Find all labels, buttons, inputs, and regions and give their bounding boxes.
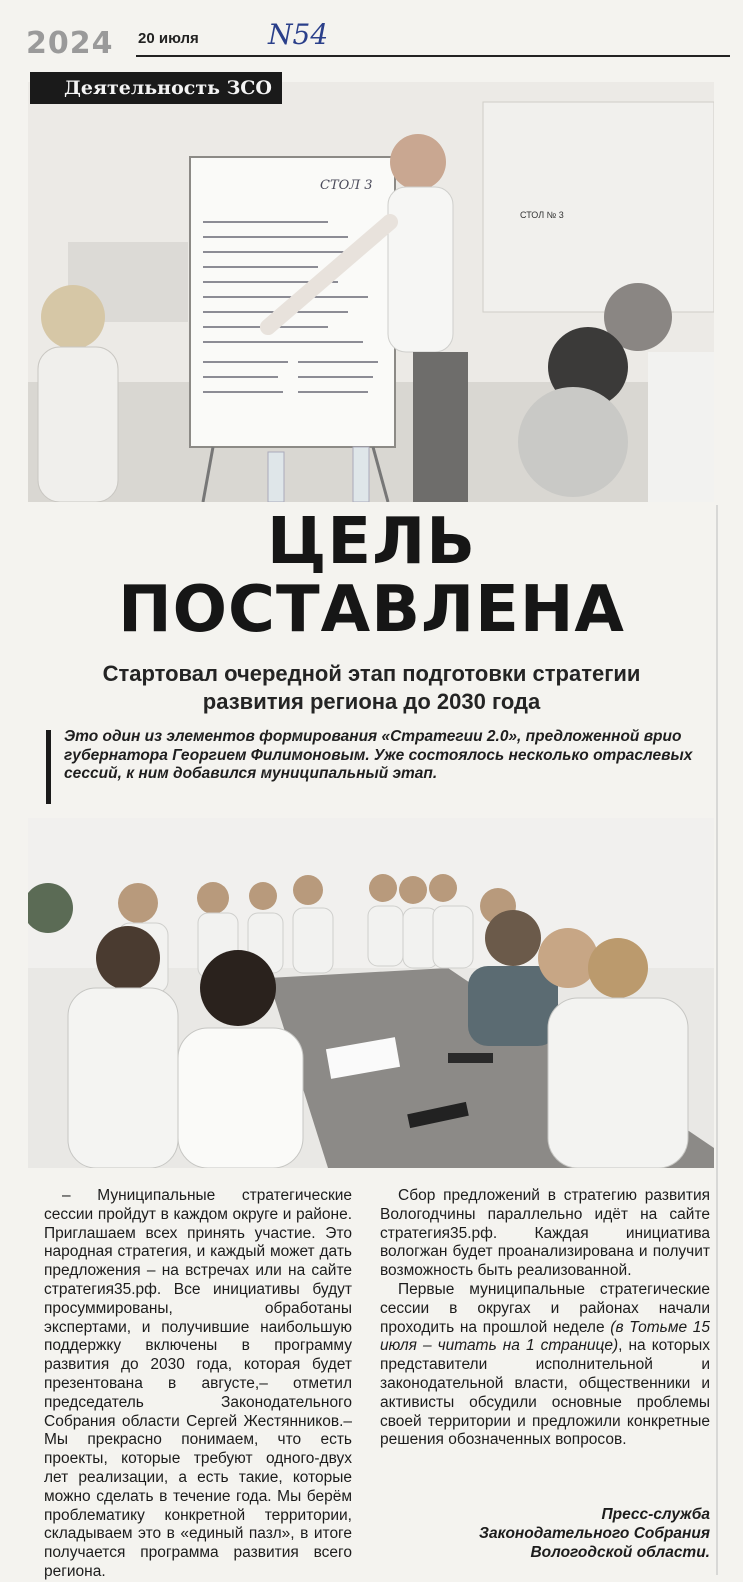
subtitle-line1: Стартовал очередной этап подготовки стратегии	[102, 661, 641, 686]
handwritten-issue-number: N54	[268, 18, 329, 51]
article-paragraph: – Муниципальные стратегические сессии пройдут в каждом округе и районе. Приглашаем всех принять участие. Это народная стратегия, и каждый может дать предложения – на встречах или на сайте стратегия35.рф. Все инициативы будут просуммированы, обработаны экспертами, и получившие наибольшую поддержку включены в программу развития до 2030 года, которая будет презентована в августе,– отметил председатель Законодательного Собрания области Сергей Жестянников.– Мы прекрасно понимаем, что есть проекты, которые требуют одного-двух лет реализации, а есть такие, которые можно сделать в течение года. Мы берём проблематику конкретной территории, складываем это в «единый пазл», в итоге получается программа развития всего региона.	[44, 1187, 352, 1580]
photo-session-participants	[28, 818, 714, 1168]
byline-line2: Законодательного Собрания	[479, 1525, 710, 1542]
table-sign: СТОЛ № 3	[520, 210, 564, 220]
byline	[380, 1505, 710, 1562]
cross-reference: (в Тотьме 15 июля – читать на 1 странице)	[380, 1318, 710, 1355]
subtitle	[20, 660, 723, 716]
article-paragraph	[380, 1281, 710, 1450]
section-label: Деятельность ЗСО	[30, 72, 282, 104]
byline-line3: Вологодской области.	[530, 1544, 710, 1561]
subtitle-line2: развития региона до 2030 года	[202, 689, 541, 714]
headline-line2: ПОСТАВЛЕНА	[118, 573, 625, 647]
photo2-illustration	[28, 818, 714, 1168]
issue-year: 2024	[26, 26, 114, 61]
article-paragraph: Сбор предложений в стратегию развития Вологодчины параллельно идёт на сайте стратегия35.рф. Каждая инициатива вологжан будет проанализирована и получит возможность быть реализованной.	[380, 1187, 710, 1280]
column-rule	[716, 505, 718, 1575]
article-column-1	[44, 1187, 352, 1582]
issue-date: 20 июля	[138, 30, 199, 47]
lead-bar	[46, 730, 51, 804]
header-rule	[136, 55, 730, 57]
lead-paragraph: Это один из элементов формирования «Стратегии 2.0», предложенной врио губернатора Георгием Филимоновым. Уже состоялось несколько отраслевых сессий, к ним добавился муниципальный этап.	[64, 728, 693, 782]
paragraph-text: , на которых представители исполнительной и законодательной власти, общественники и активисты обсудили основные проблемы своей территории и предложили конкретные решения обозначенных вопросов.	[380, 1337, 710, 1449]
article-column-2	[380, 1187, 710, 1450]
byline-line1: Пресс-служба	[601, 1506, 710, 1523]
bleed-through-text	[520, 22, 528, 53]
flipchart-title: СТОЛ 3	[320, 178, 373, 193]
photo1-illustration	[28, 82, 714, 502]
photo-speaker-at-flipchart	[28, 82, 714, 502]
headline	[0, 505, 743, 647]
headline-line1: ЦЕЛЬ	[266, 505, 477, 579]
paragraph-text: Первые муниципальные стратегические сессии в округах и районах начали проходить на прошлой неделе	[380, 1280, 710, 1336]
